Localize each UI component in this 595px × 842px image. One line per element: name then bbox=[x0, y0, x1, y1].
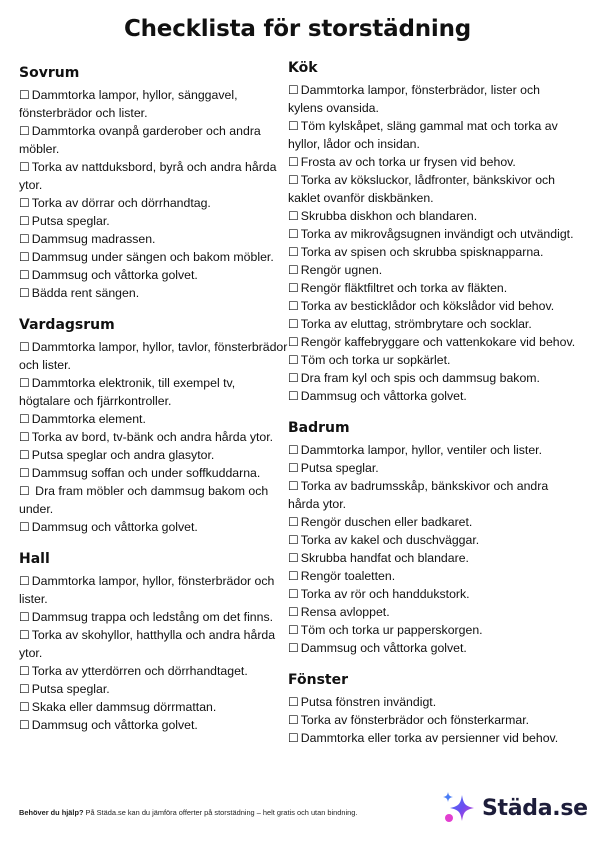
checklist-item[interactable] bbox=[19, 698, 289, 716]
checklist-item-text: Torka av bord, tv-bänk och andra hårda ytor. bbox=[31, 430, 274, 444]
section-heading: Badrum bbox=[288, 420, 350, 436]
checklist-item-text: Putsa speglar. bbox=[31, 682, 110, 696]
checklist-item[interactable] bbox=[288, 243, 578, 261]
checkbox-icon[interactable]: ☐ bbox=[288, 227, 299, 241]
checklist-item[interactable] bbox=[19, 626, 289, 662]
checklist-item-text: Dammsug och våttorka golvet. bbox=[300, 641, 467, 655]
checklist-item-text: Dammsug soffan och under soffkuddarna. bbox=[31, 466, 261, 480]
checkbox-icon[interactable]: ☐ bbox=[288, 731, 299, 745]
checkbox-icon[interactable]: ☐ bbox=[19, 124, 30, 138]
section-fonster bbox=[288, 671, 578, 747]
checklist-item-text: Putsa fönstren invändigt. bbox=[300, 695, 437, 709]
checklist-item[interactable] bbox=[288, 261, 578, 279]
checklist-item-text: Dammsug och våttorka golvet. bbox=[300, 389, 467, 403]
checkbox-icon[interactable]: ☐ bbox=[19, 700, 30, 714]
checklist-item[interactable] bbox=[19, 446, 289, 464]
checkbox-icon[interactable]: ☐ bbox=[288, 641, 299, 655]
section-heading: Fönster bbox=[288, 672, 349, 688]
checkbox-icon[interactable]: ☐ bbox=[288, 713, 299, 727]
checklist-item[interactable] bbox=[288, 369, 578, 387]
checklist-item[interactable] bbox=[288, 477, 578, 513]
checklist-item-text: Putsa speglar och andra glasytor. bbox=[31, 448, 215, 462]
checkbox-icon[interactable]: ☐ bbox=[19, 88, 30, 102]
checklist-item[interactable] bbox=[19, 608, 289, 626]
checkbox-icon[interactable]: ☐ bbox=[288, 623, 299, 637]
checkbox-icon[interactable]: ☐ bbox=[19, 160, 30, 174]
checklist-item[interactable] bbox=[19, 248, 289, 266]
checkbox-icon[interactable]: ☐ bbox=[19, 448, 30, 462]
checklist bbox=[288, 81, 578, 405]
checklist-item[interactable] bbox=[19, 230, 289, 248]
checklist-item-text: Dammtorka lampor, fönsterbrädor, lister och kylens ovansida. bbox=[288, 83, 540, 115]
sparkle-icon bbox=[440, 789, 478, 827]
checklist-item[interactable] bbox=[288, 225, 578, 243]
checklist-item[interactable] bbox=[19, 122, 289, 158]
checklist-item-text: Torka av skohyllor, hatthylla och andra hårda ytor. bbox=[19, 628, 276, 660]
checklist-item[interactable] bbox=[288, 297, 578, 315]
checkbox-icon[interactable]: ☐ bbox=[288, 119, 299, 133]
checkbox-icon[interactable]: ☐ bbox=[288, 281, 299, 295]
checkbox-icon[interactable]: ☐ bbox=[288, 335, 299, 349]
checkbox-icon[interactable]: ☐ bbox=[288, 245, 299, 259]
checkbox-icon[interactable]: ☐ bbox=[288, 371, 299, 385]
checkbox-icon[interactable]: ☐ bbox=[288, 83, 299, 97]
checklist-item[interactable] bbox=[288, 513, 578, 531]
checkbox-icon[interactable]: ☐ bbox=[19, 196, 30, 210]
checklist-item-text: Skrubba diskhon och blandaren. bbox=[300, 209, 478, 223]
checklist-item-text: Dra fram kyl och spis och dammsug bakom. bbox=[300, 371, 540, 385]
section-vardagsrum bbox=[19, 316, 289, 536]
checklist-item[interactable] bbox=[19, 428, 289, 446]
section-badrum bbox=[288, 419, 578, 657]
checkbox-icon[interactable]: ☐ bbox=[19, 484, 30, 498]
section-sovrum bbox=[19, 64, 289, 302]
checklist-item[interactable] bbox=[19, 572, 289, 608]
footer-text: På Städa.se kan du jämföra offerter på storstädning – helt gratis och utan bindning. bbox=[83, 808, 358, 817]
checkbox-icon[interactable]: ☐ bbox=[19, 232, 30, 246]
checklist bbox=[288, 693, 578, 747]
checkbox-icon[interactable]: ☐ bbox=[288, 389, 299, 403]
checkbox-icon[interactable]: ☐ bbox=[19, 340, 30, 354]
checklist-item-text: Torka av besticklådor och kökslådor vid behov. bbox=[300, 299, 555, 313]
checklist-item-text: Skrubba handfat och blandare. bbox=[300, 551, 469, 565]
checklist-item[interactable] bbox=[288, 459, 578, 477]
checklist-item[interactable] bbox=[19, 716, 289, 734]
checklist-item-text: Töm och torka ur papperskorgen. bbox=[300, 623, 483, 637]
checkbox-icon[interactable]: ☐ bbox=[288, 173, 299, 187]
checklist-item-text: Töm kylskåpet, släng gammal mat och torka av hyllor, lådor och insidan. bbox=[288, 119, 558, 151]
checklist-item[interactable] bbox=[288, 153, 578, 171]
checkbox-icon[interactable]: ☐ bbox=[288, 587, 299, 601]
checklist-item-text: Torka av kakel och duschväggar. bbox=[300, 533, 480, 547]
checkbox-icon[interactable]: ☐ bbox=[288, 299, 299, 313]
checkbox-icon[interactable]: ☐ bbox=[288, 317, 299, 331]
checklist-item-text: Dammsug madrassen. bbox=[31, 232, 156, 246]
checklist-item-text: Rengör fläktfiltret och torka av fläkten. bbox=[300, 281, 508, 295]
checkbox-icon[interactable]: ☐ bbox=[288, 695, 299, 709]
checklist-item-text: Töm och torka ur sopkärlet. bbox=[300, 353, 451, 367]
checklist-item[interactable] bbox=[288, 621, 578, 639]
section-hall bbox=[19, 550, 289, 734]
checklist-item-text: Dammsug trappa och ledstång om det finns. bbox=[31, 610, 274, 624]
checkbox-icon[interactable]: ☐ bbox=[19, 682, 30, 696]
checklist-item-text: Torka av dörrar och dörrhandtag. bbox=[31, 196, 211, 210]
checkbox-icon[interactable]: ☐ bbox=[288, 263, 299, 277]
checkbox-icon[interactable]: ☐ bbox=[19, 430, 30, 444]
checklist-item-text: Dammtorka ovanpå garderober och andra möbler. bbox=[19, 124, 261, 156]
checklist bbox=[288, 441, 578, 657]
checkbox-icon[interactable]: ☐ bbox=[19, 466, 30, 480]
checklist-item-text: Dammtorka eller torka av persienner vid behov. bbox=[300, 731, 559, 745]
section-heading: Hall bbox=[19, 551, 50, 567]
checklist-item-text: Dammtorka lampor, hyllor, sänggavel, fönsterbrädor och lister. bbox=[19, 88, 238, 120]
checkbox-icon[interactable]: ☐ bbox=[19, 664, 30, 678]
checklist bbox=[19, 338, 289, 536]
checklist-item-text: Dammsug under sängen och bakom möbler. bbox=[31, 250, 274, 264]
checklist-item-text: Dammtorka lampor, hyllor, fönsterbrädor och lister. bbox=[19, 574, 275, 606]
checkbox-icon[interactable]: ☐ bbox=[19, 520, 30, 534]
checklist-item[interactable] bbox=[288, 387, 578, 405]
checkbox-icon[interactable]: ☐ bbox=[288, 479, 299, 493]
checklist-item[interactable] bbox=[19, 284, 289, 302]
checklist-item-text: Dra fram möbler och dammsug bakom och under. bbox=[19, 484, 269, 516]
checklist-item-text: Torka av rör och handdukstork. bbox=[300, 587, 470, 601]
checklist bbox=[19, 86, 289, 302]
checkbox-icon[interactable]: ☐ bbox=[288, 353, 299, 367]
checklist-item[interactable] bbox=[288, 441, 578, 459]
section-heading: Vardagsrum bbox=[19, 317, 115, 333]
checklist-item[interactable] bbox=[19, 338, 289, 374]
checkbox-icon[interactable]: ☐ bbox=[288, 155, 299, 169]
checklist-item[interactable] bbox=[288, 333, 578, 351]
brand-logo bbox=[440, 790, 588, 826]
checklist-item[interactable] bbox=[19, 482, 289, 518]
checkbox-icon[interactable]: ☐ bbox=[288, 551, 299, 565]
checkbox-icon[interactable]: ☐ bbox=[19, 214, 30, 228]
section-heading: Kök bbox=[288, 60, 318, 76]
checklist-item[interactable] bbox=[288, 603, 578, 621]
checklist-item-text: Torka av köksluckor, lådfronter, bänkskivor och kaklet ovanför diskbänken. bbox=[288, 173, 556, 205]
checkbox-icon[interactable]: ☐ bbox=[288, 533, 299, 547]
checklist-item-text: Torka av ytterdörren och dörrhandtaget. bbox=[31, 664, 248, 678]
checklist-item[interactable] bbox=[288, 711, 578, 729]
checkbox-icon[interactable]: ☐ bbox=[19, 412, 30, 426]
checkbox-icon[interactable]: ☐ bbox=[19, 718, 30, 732]
section-kok bbox=[288, 59, 578, 405]
checklist-item-text: Frosta av och torka ur frysen vid behov. bbox=[300, 155, 516, 169]
checklist-item[interactable] bbox=[288, 531, 578, 549]
checklist-item[interactable] bbox=[19, 464, 289, 482]
checkbox-icon[interactable]: ☐ bbox=[19, 574, 30, 588]
checklist-item[interactable] bbox=[19, 158, 289, 194]
checklist-item[interactable] bbox=[288, 585, 578, 603]
checkbox-icon[interactable]: ☐ bbox=[288, 209, 299, 223]
section-heading: Sovrum bbox=[19, 65, 80, 81]
checklist-item-text: Bädda rent sängen. bbox=[31, 286, 140, 300]
checklist-item[interactable] bbox=[19, 86, 289, 122]
checklist-item[interactable] bbox=[19, 266, 289, 284]
checklist-item-text: Rengör ugnen. bbox=[300, 263, 383, 277]
checklist-item-text: Dammtorka lampor, hyllor, ventiler och lister. bbox=[300, 443, 543, 457]
checkbox-icon[interactable]: ☐ bbox=[19, 268, 30, 282]
checklist-item[interactable] bbox=[19, 680, 289, 698]
checklist-item[interactable] bbox=[288, 549, 578, 567]
checkbox-icon[interactable]: ☐ bbox=[288, 461, 299, 475]
checklist-item[interactable] bbox=[288, 117, 578, 153]
checklist-item[interactable] bbox=[288, 171, 578, 207]
checkbox-icon[interactable]: ☐ bbox=[19, 286, 30, 300]
checklist-item-text: Putsa speglar. bbox=[300, 461, 379, 475]
checklist-item[interactable] bbox=[19, 212, 289, 230]
checklist-item[interactable] bbox=[288, 351, 578, 369]
checkbox-icon[interactable]: ☐ bbox=[19, 376, 30, 390]
checkbox-icon[interactable]: ☐ bbox=[288, 443, 299, 457]
footer bbox=[19, 808, 357, 817]
checklist-item-text: Dammsug och våttorka golvet. bbox=[31, 268, 198, 282]
checklist-item-text: Dammtorka element. bbox=[31, 412, 146, 426]
checkbox-icon[interactable]: ☐ bbox=[288, 515, 299, 529]
checklist-item[interactable] bbox=[288, 207, 578, 225]
checklist-item-text: Torka av nattduksbord, byrå och andra hårda ytor. bbox=[19, 160, 277, 192]
checklist-item-text: Skaka eller dammsug dörrmattan. bbox=[31, 700, 217, 714]
page-title: Checklista för storstädning bbox=[123, 16, 472, 42]
checklist-item[interactable] bbox=[288, 279, 578, 297]
checklist-item[interactable] bbox=[288, 639, 578, 657]
checklist-item[interactable] bbox=[288, 567, 578, 585]
checklist-item-text: Dammsug och våttorka golvet. bbox=[31, 718, 198, 732]
checkbox-icon[interactable]: ☐ bbox=[288, 569, 299, 583]
checkbox-icon[interactable]: ☐ bbox=[288, 605, 299, 619]
checklist-item-text: Torka av badrumsskåp, bänkskivor och andra hårda ytor. bbox=[288, 479, 549, 511]
checklist-item[interactable] bbox=[288, 729, 578, 747]
checklist-item[interactable] bbox=[19, 374, 289, 410]
checklist-item-text: Dammtorka elektronik, till exempel tv, högtalare och fjärrkontroller. bbox=[19, 376, 236, 408]
footer-bold: Behöver du hjälp? bbox=[19, 808, 84, 817]
checklist-item-text: Torka av mikrovågsugnen invändigt och utvändigt. bbox=[300, 227, 574, 241]
right-column bbox=[288, 59, 578, 761]
checklist-item-text: Rensa avloppet. bbox=[300, 605, 390, 619]
checkbox-icon[interactable]: ☐ bbox=[19, 250, 30, 264]
checklist-item[interactable] bbox=[288, 315, 578, 333]
checklist-item-text: Dammsug och våttorka golvet. bbox=[31, 520, 198, 534]
checklist-item[interactable] bbox=[288, 693, 578, 711]
checklist-item-text: Torka av eluttag, strömbrytare och socklar. bbox=[300, 317, 532, 331]
checklist bbox=[19, 572, 289, 734]
checklist-item-text: Torka av spisen och skrubba spisknapparna. bbox=[300, 245, 544, 259]
checklist-item[interactable] bbox=[19, 194, 289, 212]
checklist-item[interactable] bbox=[19, 518, 289, 536]
checklist-item-text: Rengör kaffebryggare och vattenkokare vid behov. bbox=[300, 335, 576, 349]
checklist-item[interactable] bbox=[19, 410, 289, 428]
checklist-item-text: Rengör duschen eller badkaret. bbox=[300, 515, 473, 529]
checkbox-icon[interactable]: ☐ bbox=[19, 610, 30, 624]
checklist-item[interactable] bbox=[19, 662, 289, 680]
checklist-item-text: Putsa speglar. bbox=[31, 214, 110, 228]
checklist-item-text: Rengör toaletten. bbox=[300, 569, 396, 583]
checklist-item-text: Torka av fönsterbrädor och fönsterkarmar. bbox=[300, 713, 530, 727]
left-column bbox=[19, 64, 289, 748]
checklist-item[interactable] bbox=[288, 81, 578, 117]
brand-name: Städa.se bbox=[482, 795, 588, 821]
checkbox-icon[interactable]: ☐ bbox=[19, 628, 30, 642]
checklist-item-text: Dammtorka lampor, hyllor, tavlor, fönsterbrädor och lister. bbox=[19, 340, 288, 372]
